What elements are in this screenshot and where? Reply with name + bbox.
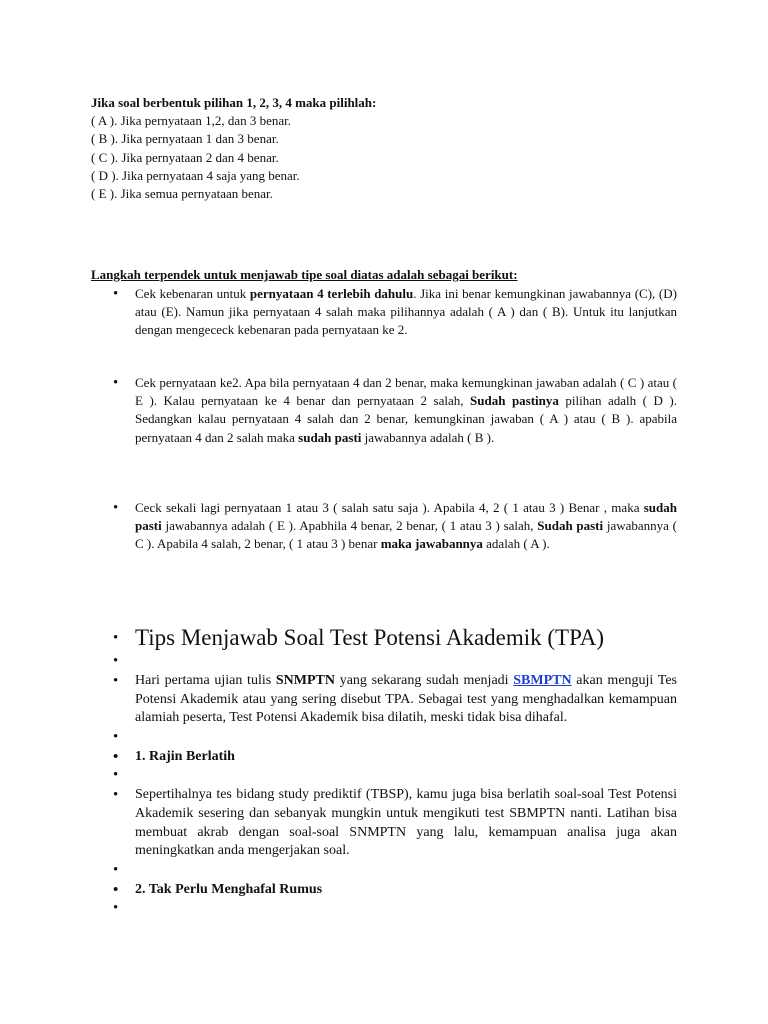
sbmptn-link[interactable]: SBMPTN [513,673,572,688]
empty-bullet [91,728,677,748]
step-2-text-a: Cek pernyataan ke2. Apa bila pernyataan 4 dan 2 benar, maka kemungkinan jawaban adalah ( C ) atau ( E ). Kalau pernyataan ke 4 benar dan pernyataan 2 salah, [135,375,677,409]
tips-paragraph-1 [91,672,677,728]
steps-heading: Langkah terpendek untuk menjawab tipe soal diatas adalah sebagai berikut: [91,267,518,282]
option-a: ( A ). Jika pernyataan 1,2, dan 3 benar. [91,113,291,129]
step-1-text-c: . Jika ini benar kemungkinan jawabannya (C), (D) atau (E). Namun jika pernyataan 4 salah maka pilihannya adalah ( A ) dan ( B). Untuk itu lanjutkan dengan mengececk kebenaran pada pernyataan ke 2. [135,286,677,338]
empty-bullet [91,861,677,881]
tips-list [91,624,677,919]
step-item-1 [91,285,677,340]
step-3-bold-1: sudah pasti [135,500,677,534]
tips-heading-1: • 1. Rajin Berlatih [91,748,677,767]
tips-title: • Tips Menjawab Soal Test Potensi Akademik (TPA) [91,624,677,652]
step-1-text-a: Cek kebenaran untuk [135,286,250,301]
option-e: ( E ). Jika semua pernyataan benar. [91,186,273,202]
step-3-text-c: jawabannya adalah ( E ). Apabhila 4 benar, 2 benar, ( 1 atau 3 ) salah, [161,518,538,534]
tips-p1-text-a: Hari pertama ujian tulis [135,673,276,688]
tips-heading-2: • 2. Tak Perlu Menghafal Rumus [91,881,677,900]
step-item-2 [91,374,677,447]
option-d: ( D ). Jika pernyataan 4 saja yang benar. [91,167,300,183]
empty-bullet [91,766,677,786]
tips-p1-text-c: yang sekarang sudah menjadi [335,673,514,688]
step-item-3 [91,499,677,554]
step-2-text-c: pilihan adalh ( D ). Sedangkan kalau pernyataan 4 salah dan 2 benar, kemungkinan jawaban ( A ) atau ( B ). apabila pernyataan 4 dan 2 salah maka [135,393,677,445]
step-1-bold: pernyataan 4 terlebih dahulu [249,286,414,301]
empty-bullet [91,652,677,672]
step-2-text-e: jawabannya adalah ( B ). [361,429,495,445]
step-3-bold-2: Sudah pasti [537,518,604,534]
option-b: ( B ). Jika pernyataan 1 dan 3 benar. [91,131,279,147]
snmptn-bold: SNMPTN [275,673,336,688]
step-3-text-a: Ceck sekali lagi pernyataan 1 atau 3 ( salah satu saja ). Apabila 4, 2 ( 1 atau 3 ) Benar , maka [135,500,644,515]
step-3-text-g: adalah ( A ). [482,536,550,552]
step-list-2 [91,374,677,447]
step-3-text-e: jawabannya ( C ). Apabila 4 salah, 2 benar, ( 1 atau 3 ) benar [135,518,677,552]
step-2-bold-2: sudah pasti [298,429,362,445]
tips-paragraph-2: • Sepertihalnya tes bidang study prediktif (TBSP), kamu juga bisa berlatih soal-soal Test Potensi Akademik sesering dan sebanyak mungkin untuk mengikuti test SBMPTN nanti. Latihan bisa membuat akrab dengan soal-soal SNMPTN yang lalu, kemampuan analisa juga akan meningkatkan anda mengerjakan soal. [91,786,677,860]
step-3-bold-3: maka jawabannya [380,536,483,552]
empty-bullet [91,899,677,919]
step-2-bold-1: Sudah pastinya [470,393,559,409]
option-c: ( C ). Jika pernyataan 2 dan 4 benar. [91,149,279,165]
step-list-1 [91,285,677,340]
step-list-3 [91,499,677,554]
intro-heading: Jika soal berbentuk pilihan 1, 2, 3, 4 maka pilihlah: [91,95,377,110]
tips-p1-text-d: akan menguji Tes Potensi Akademik atau yang sering disebut TPA. Sebagai test yang menghadalkan kemampuan alamiah peserta, Test Potensi Akademik bisa dilatih, meski tidak bisa dihafal. [135,673,677,726]
intro-section [91,94,691,203]
